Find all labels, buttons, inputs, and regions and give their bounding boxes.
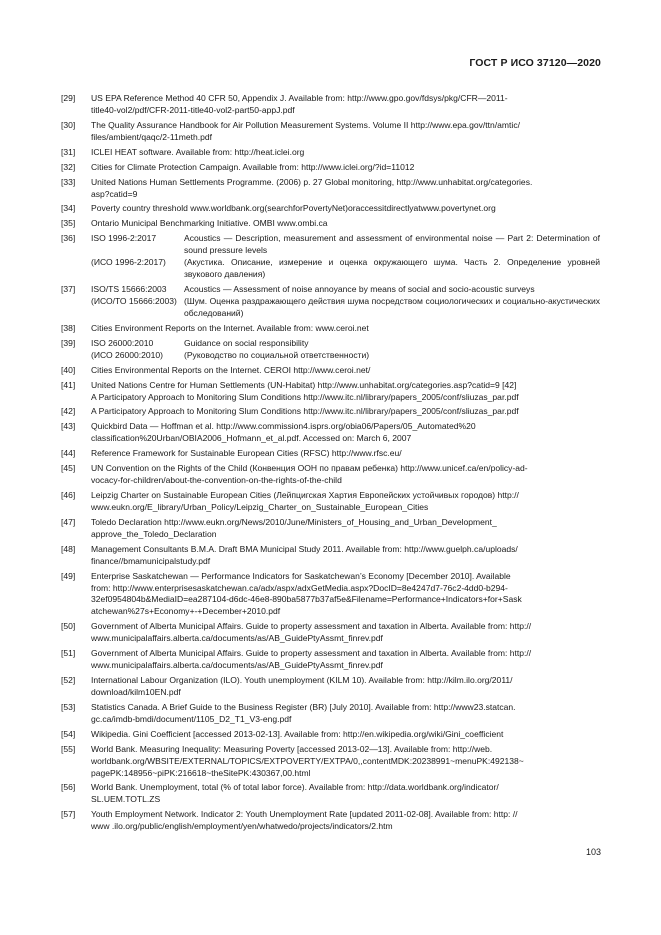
reference-number: [34] bbox=[61, 203, 76, 214]
reference-item bbox=[61, 284, 600, 320]
reference-item bbox=[61, 463, 600, 487]
reference-item bbox=[61, 448, 600, 460]
reference-item bbox=[61, 338, 600, 362]
reference-line: www.eukn.org/E_library/Urban_Policy/Leipzig_Charter_on_Sustainable_European_Cities bbox=[91, 501, 429, 512]
reference-number: [35] bbox=[61, 218, 76, 229]
reference-item bbox=[61, 365, 600, 377]
reference-text bbox=[91, 490, 600, 514]
reference-line: World Bank. Unemployment, total (% of total labor force). Available from: http://data.worldbank.org/indicator/ bbox=[91, 782, 499, 793]
standard-code: ISO/TS 15666:2003 bbox=[91, 284, 167, 295]
reference-text bbox=[91, 448, 600, 460]
reference-line: finance//bmamunicipalstudy.pdf bbox=[91, 555, 211, 566]
reference-number: [55] bbox=[61, 743, 76, 754]
reference-line: Youth Employment Network. Indicator 2: Youth Unemployment Rate [updated 2011-02-08]. Available from: http: // bbox=[91, 809, 518, 820]
reference-line: files/ambient/qaqc/2-11meth.pdf bbox=[91, 131, 212, 142]
reference-line: download/kilm10EN.pdf bbox=[91, 686, 181, 697]
reference-line: Cities Environmental Reports on the Internet. CEROI http://www.ceroi.net/ bbox=[91, 364, 371, 375]
reference-item bbox=[61, 147, 600, 159]
standard-title: Guidance on social responsibility bbox=[184, 337, 309, 348]
reference-text bbox=[91, 233, 600, 281]
reference-line: Toledo Declaration http://www.eukn.org/News/2010/June/Ministers_of_Housing_and_Urban_Development_ bbox=[91, 516, 497, 527]
reference-text bbox=[91, 406, 600, 418]
reference-number: [50] bbox=[61, 621, 76, 632]
reference-line: Management Consultants B.M.A. Draft BMA Municipal Study 2011. Available from: http://www.guelph.ca/uploads/ bbox=[91, 543, 518, 554]
reference-line: from: http://www.enterprisesaskatchewan.ca/adx/aspx/adxGetMedia.aspx?DocID=8e4247d7-76c2-4dd0-b294- bbox=[91, 582, 508, 593]
reference-item bbox=[61, 406, 600, 418]
standard-title: (Руководство по социальной ответственности) bbox=[184, 349, 370, 360]
reference-item bbox=[61, 421, 600, 445]
reference-line: Enterprise Saskatchewan — Performance Indicators for Saskatchewan’s Economy [December 2010]. Available bbox=[91, 570, 511, 581]
reference-text bbox=[91, 147, 600, 159]
reference-item bbox=[61, 162, 600, 174]
reference-number: [52] bbox=[61, 675, 76, 686]
reference-line: World Bank. Measuring Inequality: Measuring Poverty [accessed 2013-02—13]. Available from: http://web. bbox=[91, 743, 493, 754]
reference-number: [45] bbox=[61, 463, 76, 474]
reference-text bbox=[91, 544, 600, 568]
reference-line: US EPA Reference Method 40 CFR 50, Appendix J. Available from: http://www.gpo.gov/fdsys/pkg/CFR—2011- bbox=[91, 93, 508, 103]
standard-title: (Шум. Оценка раздражающего действия шума посредством социологических и социально-акустических обследований) bbox=[184, 295, 600, 318]
reference-line: UN Convention on the Rights of the Child (Конвенция ООН по правам ребенка) http://www.unicef.ca/en/policy-ad- bbox=[91, 463, 528, 474]
reference-text bbox=[91, 621, 600, 645]
reference-text bbox=[91, 571, 600, 619]
reference-line: Ontario Municipal Benchmarking Initiative. OMBI www.ombi.ca bbox=[91, 218, 328, 229]
reference-item bbox=[61, 218, 600, 230]
reference-text bbox=[91, 729, 600, 741]
reference-item bbox=[61, 648, 600, 672]
reference-text bbox=[91, 675, 600, 699]
reference-line: Leipzig Charter on Sustainable European Cities (Лейпцигская Хартия Европейских устойчивых городов) http:// bbox=[91, 490, 519, 501]
reference-item bbox=[61, 544, 600, 568]
reference-number: [36] bbox=[61, 233, 76, 244]
reference-text bbox=[91, 517, 600, 541]
reference-number: [56] bbox=[61, 782, 76, 793]
standard-code: (ИСО 26000:2010) bbox=[91, 349, 163, 360]
reference-item bbox=[61, 203, 600, 215]
reference-line: asp?catid=9 bbox=[91, 188, 138, 199]
reference-list bbox=[61, 93, 600, 836]
reference-text bbox=[91, 380, 600, 404]
reference-line: www.municipalaffairs.alberta.ca/documents/as/AB_GuidePtyAssmt_finrev.pdf bbox=[91, 633, 383, 644]
reference-text bbox=[91, 162, 600, 174]
reference-line: ICLEI HEAT software. Available from: http://heat.iclei.org bbox=[91, 146, 305, 157]
reference-line: Cities Environment Reports on the Internet. Available from: www.ceroi.net bbox=[91, 322, 369, 333]
reference-line: worldbank.org/WBSITE/EXTERNAL/TOPICS/EXTPOVERTY/EXTPA/0,,contentMDK:20238991~menuPK:492138~ bbox=[91, 755, 524, 766]
reference-text bbox=[91, 338, 600, 362]
reference-line: title40-vol2/pdf/CFR-2011-title40-vol2-part50-appJ.pdf bbox=[91, 104, 295, 115]
reference-text bbox=[91, 463, 600, 487]
reference-item bbox=[61, 702, 600, 726]
reference-line: 32ef0954804b&MediaID=ea287104-d6dc-46e8-890ba5877b37af5e&Filename=Performance+Indicators+for+Sask bbox=[91, 594, 522, 605]
reference-line: A Participatory Approach to Monitoring Slum Conditions http://www.itc.nl/library/papers_2005/conf/sliuzas_par.pdf bbox=[91, 406, 519, 417]
reference-text bbox=[91, 323, 600, 335]
standard-code: (ИСО 1996-2:2017) bbox=[91, 257, 166, 268]
reference-text bbox=[91, 120, 600, 144]
standard-code: ISO 1996-2:2017 bbox=[91, 233, 157, 244]
reference-item bbox=[61, 380, 600, 404]
reference-line: gc.ca/imdb-bmdi/document/1105_D2_T1_V3-eng.pdf bbox=[91, 713, 292, 724]
reference-line: The Quality Assurance Handbook for Air Pollution Measurement Systems. Volume II http://www.epa.gov/ttn/amtic/ bbox=[91, 119, 520, 130]
standard-code: ISO 26000:2010 bbox=[91, 337, 154, 348]
reference-line: Cities for Climate Protection Campaign. Available from: http://www.iclei.org/?id=11012 bbox=[91, 161, 415, 172]
reference-item bbox=[61, 323, 600, 335]
standard-title: (Акустика. Описание, измерение и оценка окружающего шума. Часть 2. Определение уровней звукового давления) bbox=[184, 257, 600, 280]
reference-text bbox=[91, 782, 600, 806]
page-number: 103 bbox=[585, 847, 601, 857]
reference-item bbox=[61, 177, 600, 201]
reference-line: SL.UEM.TOTL.ZS bbox=[91, 794, 161, 805]
reference-line: www .ilo.org/public/english/employment/yen/whatwedo/projects/indicators/2.htm bbox=[91, 821, 393, 832]
reference-number: [53] bbox=[61, 701, 76, 712]
reference-item bbox=[61, 744, 600, 780]
reference-number: [40] bbox=[61, 364, 76, 375]
reference-line: International Labour Organization (ILO). Youth unemployment (KILM 10). Available from: http://kilm.ilo.org/2011/ bbox=[91, 675, 513, 686]
reference-item bbox=[61, 782, 600, 806]
reference-item bbox=[61, 729, 600, 741]
reference-number: [48] bbox=[61, 543, 76, 554]
reference-number: [57] bbox=[61, 809, 76, 820]
reference-text bbox=[91, 218, 600, 230]
reference-number: [33] bbox=[61, 176, 76, 187]
reference-line: Wikipedia. Gini Coefficient [accessed 2013-02-13]. Available from: http://en.wikipedia.org/wiki/Gini_coefficient bbox=[91, 728, 504, 739]
reference-text bbox=[91, 648, 600, 672]
reference-text bbox=[91, 93, 600, 117]
reference-item bbox=[61, 233, 600, 281]
reference-item bbox=[61, 120, 600, 144]
standard-title: Acoustics — Description, measurement and assessment of environmental noise — Part 2: Determination of sound pressure levels bbox=[184, 233, 600, 256]
reference-text bbox=[91, 809, 600, 833]
reference-number: [32] bbox=[61, 161, 76, 172]
reference-item bbox=[61, 809, 600, 833]
reference-line: classification%20Urban/OBIA2006_Hofmann_et_al.pdf. Accessed on: March 6, 2007 bbox=[91, 433, 412, 444]
reference-number: [41] bbox=[61, 379, 76, 390]
reference-number: [38] bbox=[61, 322, 76, 333]
reference-line: approve_the_Toledo_Declaration bbox=[91, 528, 217, 539]
reference-number: [42] bbox=[61, 406, 76, 417]
reference-item bbox=[61, 675, 600, 699]
reference-text bbox=[91, 177, 600, 201]
standard-code: (ИСО/ТО 15666:2003) bbox=[91, 295, 177, 306]
reference-line: Government of Alberta Municipal Affairs. Guide to property assessment and taxation in Alberta. Available from: http:// bbox=[91, 648, 532, 659]
reference-line: atchewan%27s+Economy+-+December+2010.pdf bbox=[91, 606, 281, 617]
reference-number: [43] bbox=[61, 421, 76, 432]
standard-title: Acoustics — Assessment of noise annoyance by means of social and socio-acoustic surveys bbox=[184, 284, 535, 295]
reference-number: [54] bbox=[61, 728, 76, 739]
reference-number: [37] bbox=[61, 284, 76, 295]
reference-item bbox=[61, 571, 600, 619]
reference-line: United Nations Human Settlements Programme. (2006) p. 27 Global monitoring, http://www.unhabitat.org/categories. bbox=[91, 176, 533, 187]
reference-text bbox=[91, 365, 600, 377]
reference-text bbox=[91, 702, 600, 726]
reference-line: pagePK:148956~piPK:216618~theSitePK:430367,00.html bbox=[91, 767, 311, 778]
reference-line: A Participatory Approach to Monitoring Slum Conditions http://www.itc.nl/library/papers_2005/conf/sliuzas_par.pdf bbox=[91, 391, 519, 402]
reference-number: [46] bbox=[61, 490, 76, 501]
reference-number: [49] bbox=[61, 570, 76, 581]
reference-text bbox=[91, 284, 600, 320]
reference-number: [47] bbox=[61, 516, 76, 527]
reference-line: United Nations Centre for Human Settlements (UN-Habitat) http://www.unhabitat.org/categories.asp?catid=9 [42] bbox=[91, 379, 517, 390]
reference-text bbox=[91, 203, 600, 215]
reference-line: Poverty country threshold www.worldbank.org(searchforPovertyNet)oraccessitdirectlyatwww.povertynet.org bbox=[91, 203, 496, 214]
reference-number: [44] bbox=[61, 448, 76, 459]
reference-text bbox=[91, 421, 600, 445]
reference-item bbox=[61, 490, 600, 514]
reference-text bbox=[91, 744, 600, 780]
reference-item bbox=[61, 93, 600, 117]
reference-line: Quickbird Data — Hoffman et al. http://www.commission4.isprs.org/obia06/Papers/05_Automated%20 bbox=[91, 421, 476, 432]
reference-number: [30] bbox=[61, 119, 76, 130]
reference-number: [51] bbox=[61, 648, 76, 659]
reference-line: Government of Alberta Municipal Affairs. Guide to property assessment and taxation in Alberta. Available from: http:// bbox=[91, 621, 532, 632]
reference-item bbox=[61, 517, 600, 541]
reference-number: [31] bbox=[61, 146, 76, 157]
reference-line: Reference Framework for Sustainable European Cities (RFSC) http://www.rfsc.eu/ bbox=[91, 448, 402, 459]
reference-line: www.municipalaffairs.alberta.ca/documents/as/AB_GuidePtyAssmt_finrev.pdf bbox=[91, 660, 383, 671]
reference-number: [39] bbox=[61, 337, 76, 348]
document-header: ГОСТ Р ИСО 37120—2020 bbox=[469, 57, 601, 69]
reference-number: [29] bbox=[61, 93, 76, 103]
reference-line: vocacy-for-children/about-the-convention-on-the-rights-of-the-child bbox=[91, 475, 342, 486]
reference-line: Statistics Canada. A Brief Guide to the Business Register (BR) [July 2010]. Available from: http://www23.statcan. bbox=[91, 701, 516, 712]
reference-item bbox=[61, 621, 600, 645]
